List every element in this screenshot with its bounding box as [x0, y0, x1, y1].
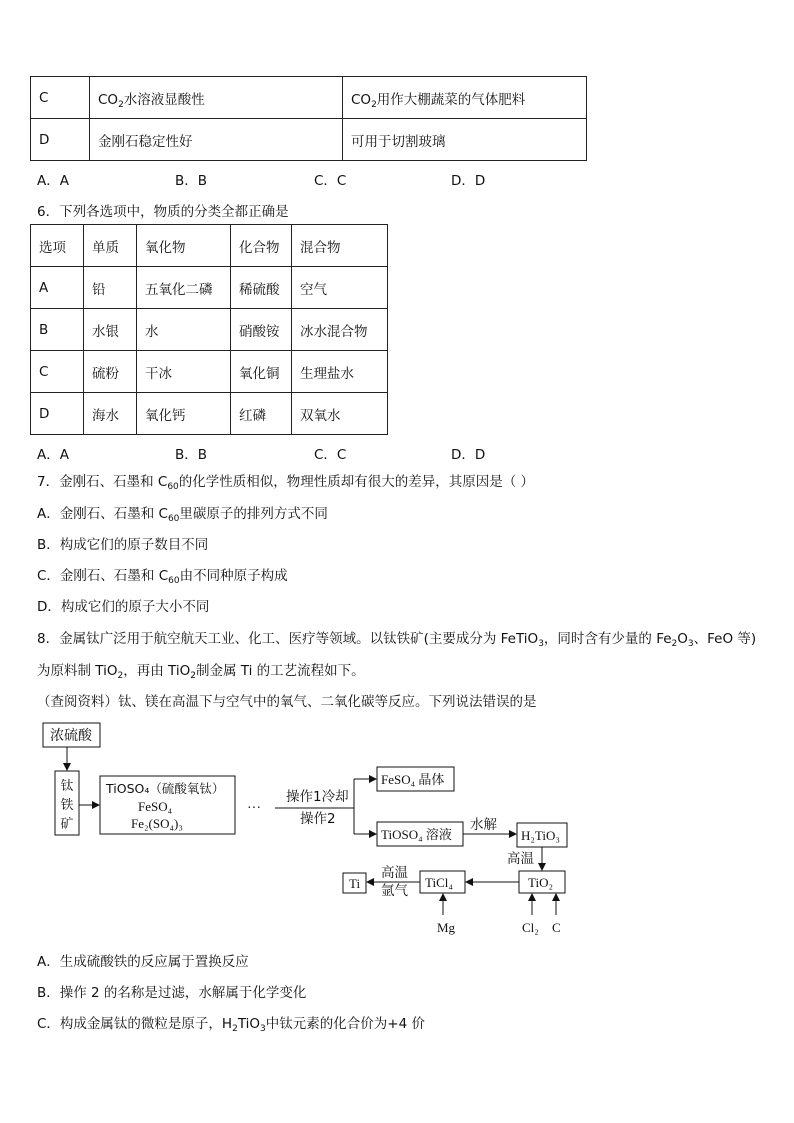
option-cell: C — [31, 77, 90, 119]
q8-option-c[interactable]: C．构成金属钛的微粒是原子，$H_2TiO_3$中钛元素的化合价为+4 价 — [37, 1016, 425, 1034]
table-cell: 空气 — [292, 267, 388, 309]
ellipsis: ··· — [247, 801, 261, 816]
option-b[interactable]: B．B — [175, 447, 208, 463]
table-cell: B — [31, 309, 84, 351]
tio2-label: TiO₂ — [528, 875, 554, 890]
q8-option-b[interactable]: B．操作 2 的名称是过滤，水解属于化学变化 — [37, 985, 307, 1001]
property-cell: $CO_2$水溶液显酸性 — [90, 77, 343, 119]
use-cell: 可用于切割玻璃 — [343, 119, 587, 161]
q7-option-d[interactable]: D．构成它们的原子大小不同 — [37, 599, 210, 615]
table-cell: 硝酸铵 — [231, 309, 292, 351]
table-cell: 水 — [137, 309, 231, 351]
table-cell: C — [31, 351, 84, 393]
mixture-feso4: FeSO₄ — [138, 799, 173, 814]
q7-option-b[interactable]: B．构成它们的原子数目不同 — [37, 537, 209, 553]
h2tio3-label: H₂TiO₃ — [521, 828, 560, 843]
high-temp-label: 高温 — [507, 851, 534, 867]
q6-stem: 6．下列各选项中，物质的分类全都正确是 — [37, 204, 289, 220]
table-cell: 干冰 — [137, 351, 231, 393]
table-cell: D — [31, 393, 84, 435]
option-c[interactable]: C．C — [314, 173, 347, 189]
high-temp-label-2: 高温 — [381, 865, 408, 881]
q7-option-a[interactable]: A．金刚石、石墨和 $C_{60}$里碳原子的排列方式不同 — [37, 506, 328, 524]
ore-label-1: 钛 — [60, 779, 74, 794]
feso4-crystal-label: FeSO₄ 晶体 — [381, 772, 445, 787]
table-cell: 双氧水 — [292, 393, 388, 435]
mg-label: Mg — [437, 920, 456, 935]
tioso4-solution-label: TiOSO₄ 溶液 — [381, 827, 452, 842]
table-cell: 红磷 — [231, 393, 292, 435]
table-cell: 冰水混合物 — [292, 309, 388, 351]
table-cell: 稀硫酸 — [231, 267, 292, 309]
table-cell: 硫粉 — [84, 351, 137, 393]
property-cell: 金刚石稳定性好 — [90, 119, 343, 161]
option-d[interactable]: D．D — [451, 447, 486, 463]
table-cell: 氧化钙 — [137, 393, 231, 435]
table-cell: 水银 — [84, 309, 137, 351]
q8-stem-line2: 为原料制 TiO$_2$，再由 TiO$_2$制金属 Ti 的工艺流程如下。 — [37, 663, 365, 681]
use-cell: $CO_2$用作大棚蔬菜的气体肥料 — [343, 77, 587, 119]
mixture-fe2so43: Fe₂(SO₄)₃ — [131, 816, 183, 831]
ore-label-2: 铁 — [60, 798, 74, 813]
q7-stem: 7．金刚石、石墨和 $C_{60}$的化学性质相似，物理性质却有很大的差异，其原因是（ ） — [37, 474, 535, 492]
option-a[interactable]: A．A — [37, 447, 69, 463]
table-cell: 海水 — [84, 393, 137, 435]
hydrolysis-label: 水解 — [470, 817, 497, 833]
header-cell: 氧化物 — [137, 225, 231, 267]
q8-stem-line3: （查阅资料）钛、镁在高温下与空气中的氧气、二氧化碳等反应。下列说法错误的是 — [37, 694, 537, 710]
table-cell: 生理盐水 — [292, 351, 388, 393]
header-cell: 选项 — [31, 225, 84, 267]
header-cell: 单质 — [84, 225, 137, 267]
cl2-label: Cl₂ — [522, 920, 539, 935]
option-c[interactable]: C．C — [314, 447, 347, 463]
ti-label: Ti — [349, 876, 361, 891]
option-a[interactable]: A．A — [37, 173, 69, 189]
carbon-label: C — [552, 920, 561, 935]
table-cell: 氧化铜 — [231, 351, 292, 393]
q7-option-c[interactable]: C．金刚石、石墨和 $C_{60}$由不同种原子构成 — [37, 568, 288, 586]
ore-label-3: 矿 — [60, 817, 74, 832]
mixture-title: TiOSO₄（硫酸氧钛） — [106, 781, 225, 796]
table-cell: 五氧化二磷 — [137, 267, 231, 309]
ticl4-label: TiCl₄ — [425, 875, 453, 890]
argon-label: 氩气 — [381, 883, 408, 899]
table-cell: A — [31, 267, 84, 309]
operation2-label: 操作2 — [300, 811, 336, 827]
option-d[interactable]: D．D — [451, 173, 486, 189]
table-cell: 铅 — [84, 267, 137, 309]
operation1-label: 操作1冷却 — [286, 789, 349, 805]
q8-stem-line1: 8．金属钛广泛用于航空航天工业、化工、医疗等领域。以钛铁矿(主要成分为 FeTiO$_3$，同时含有少量的 $Fe_2O_3$、FeO 等) — [37, 631, 757, 649]
option-b[interactable]: B．B — [175, 173, 208, 189]
header-cell: 化合物 — [231, 225, 292, 267]
q8-option-a[interactable]: A．生成硫酸铁的反应属于置换反应 — [37, 954, 249, 970]
header-cell: 混合物 — [292, 225, 388, 267]
option-cell: D — [31, 119, 90, 161]
acid-label: 浓硫酸 — [50, 728, 92, 744]
